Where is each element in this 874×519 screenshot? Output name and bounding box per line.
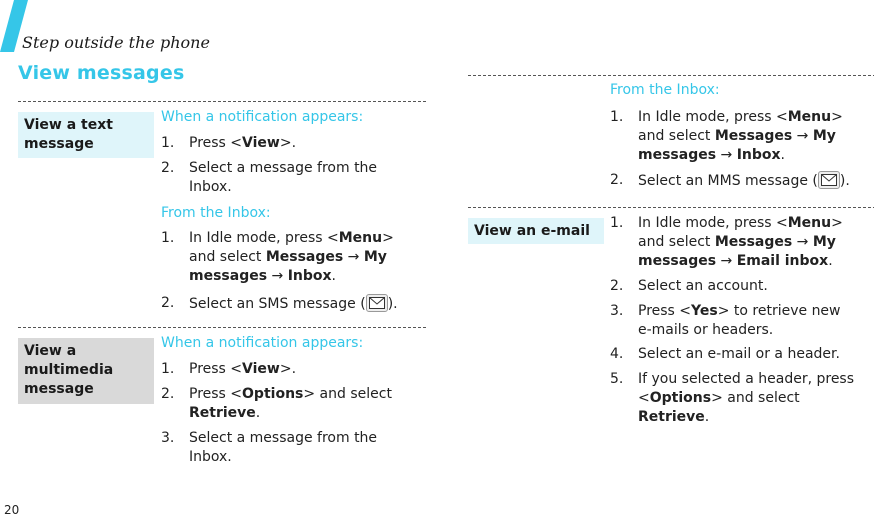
step-number: 1. — [161, 361, 175, 377]
step-item: 4. Select an e-mail or a header. — [610, 346, 840, 362]
step-item: 1. In Idle mode, press <Menu> and select Messages → My messages → Inbox. — [610, 109, 843, 163]
step-number: 2. — [161, 295, 175, 311]
step-item: 2. Select an SMS message ( ). — [161, 295, 398, 312]
step-item: 2. Select an MMS message ( ). — [610, 172, 850, 189]
step-item: 2. Select a message from the Inbox. — [161, 160, 378, 195]
section-label-text-message: View a text message — [18, 112, 154, 158]
subheading-notification: When a notification appears: — [161, 109, 364, 125]
section-divider — [18, 327, 426, 328]
step-item: 5. If you selected a header, press <Options> and select Retrieve. — [610, 371, 855, 425]
step-item: 2. Select an account. — [610, 278, 768, 294]
step-item: 3. Select a message from the Inbox. — [161, 430, 378, 465]
step-number: 1. — [610, 215, 624, 231]
section-label-multimedia-message: View a multimedia message — [18, 338, 154, 404]
subheading-notification: When a notification appears: — [161, 335, 364, 351]
step-item: 2. Press <Options> and select Retrieve. — [161, 386, 392, 421]
step-number: 1. — [161, 230, 175, 246]
section-label-email: View an e-mail — [468, 218, 604, 244]
step-number: 2. — [161, 386, 175, 402]
section-divider — [18, 101, 426, 102]
step-number: 2. — [610, 278, 624, 294]
step-item: 1. Press <View>. — [161, 135, 297, 151]
step-item: 1. In Idle mode, press <Menu> and select Messages → My messages → Inbox. — [161, 230, 394, 284]
page-title: View messages — [18, 62, 185, 84]
section-divider — [468, 75, 874, 76]
step-number: 4. — [610, 346, 624, 362]
page-number: 20 — [4, 503, 20, 517]
step-number: 5. — [610, 371, 624, 387]
mms-envelope-icon — [818, 171, 840, 189]
step-item: 1. Press <View>. — [161, 361, 297, 377]
step-item: 3. Press <Yes> to retrieve new e-mails or headers. — [610, 303, 841, 338]
step-number: 3. — [610, 303, 624, 319]
subheading-inbox: From the Inbox: — [610, 82, 720, 98]
sms-envelope-icon — [366, 294, 388, 312]
step-number: 2. — [610, 172, 624, 188]
step-number: 1. — [161, 135, 175, 151]
step-item: 1. In Idle mode, press <Menu> and select Messages → My messages → Email inbox. — [610, 215, 843, 269]
step-number: 3. — [161, 430, 175, 446]
step-number: 1. — [610, 109, 624, 125]
section-divider — [468, 207, 874, 208]
subheading-inbox: From the Inbox: — [161, 205, 271, 221]
header-title: Step outside the phone — [22, 33, 210, 52]
key-name: View — [242, 135, 280, 151]
step-number: 2. — [161, 160, 175, 176]
